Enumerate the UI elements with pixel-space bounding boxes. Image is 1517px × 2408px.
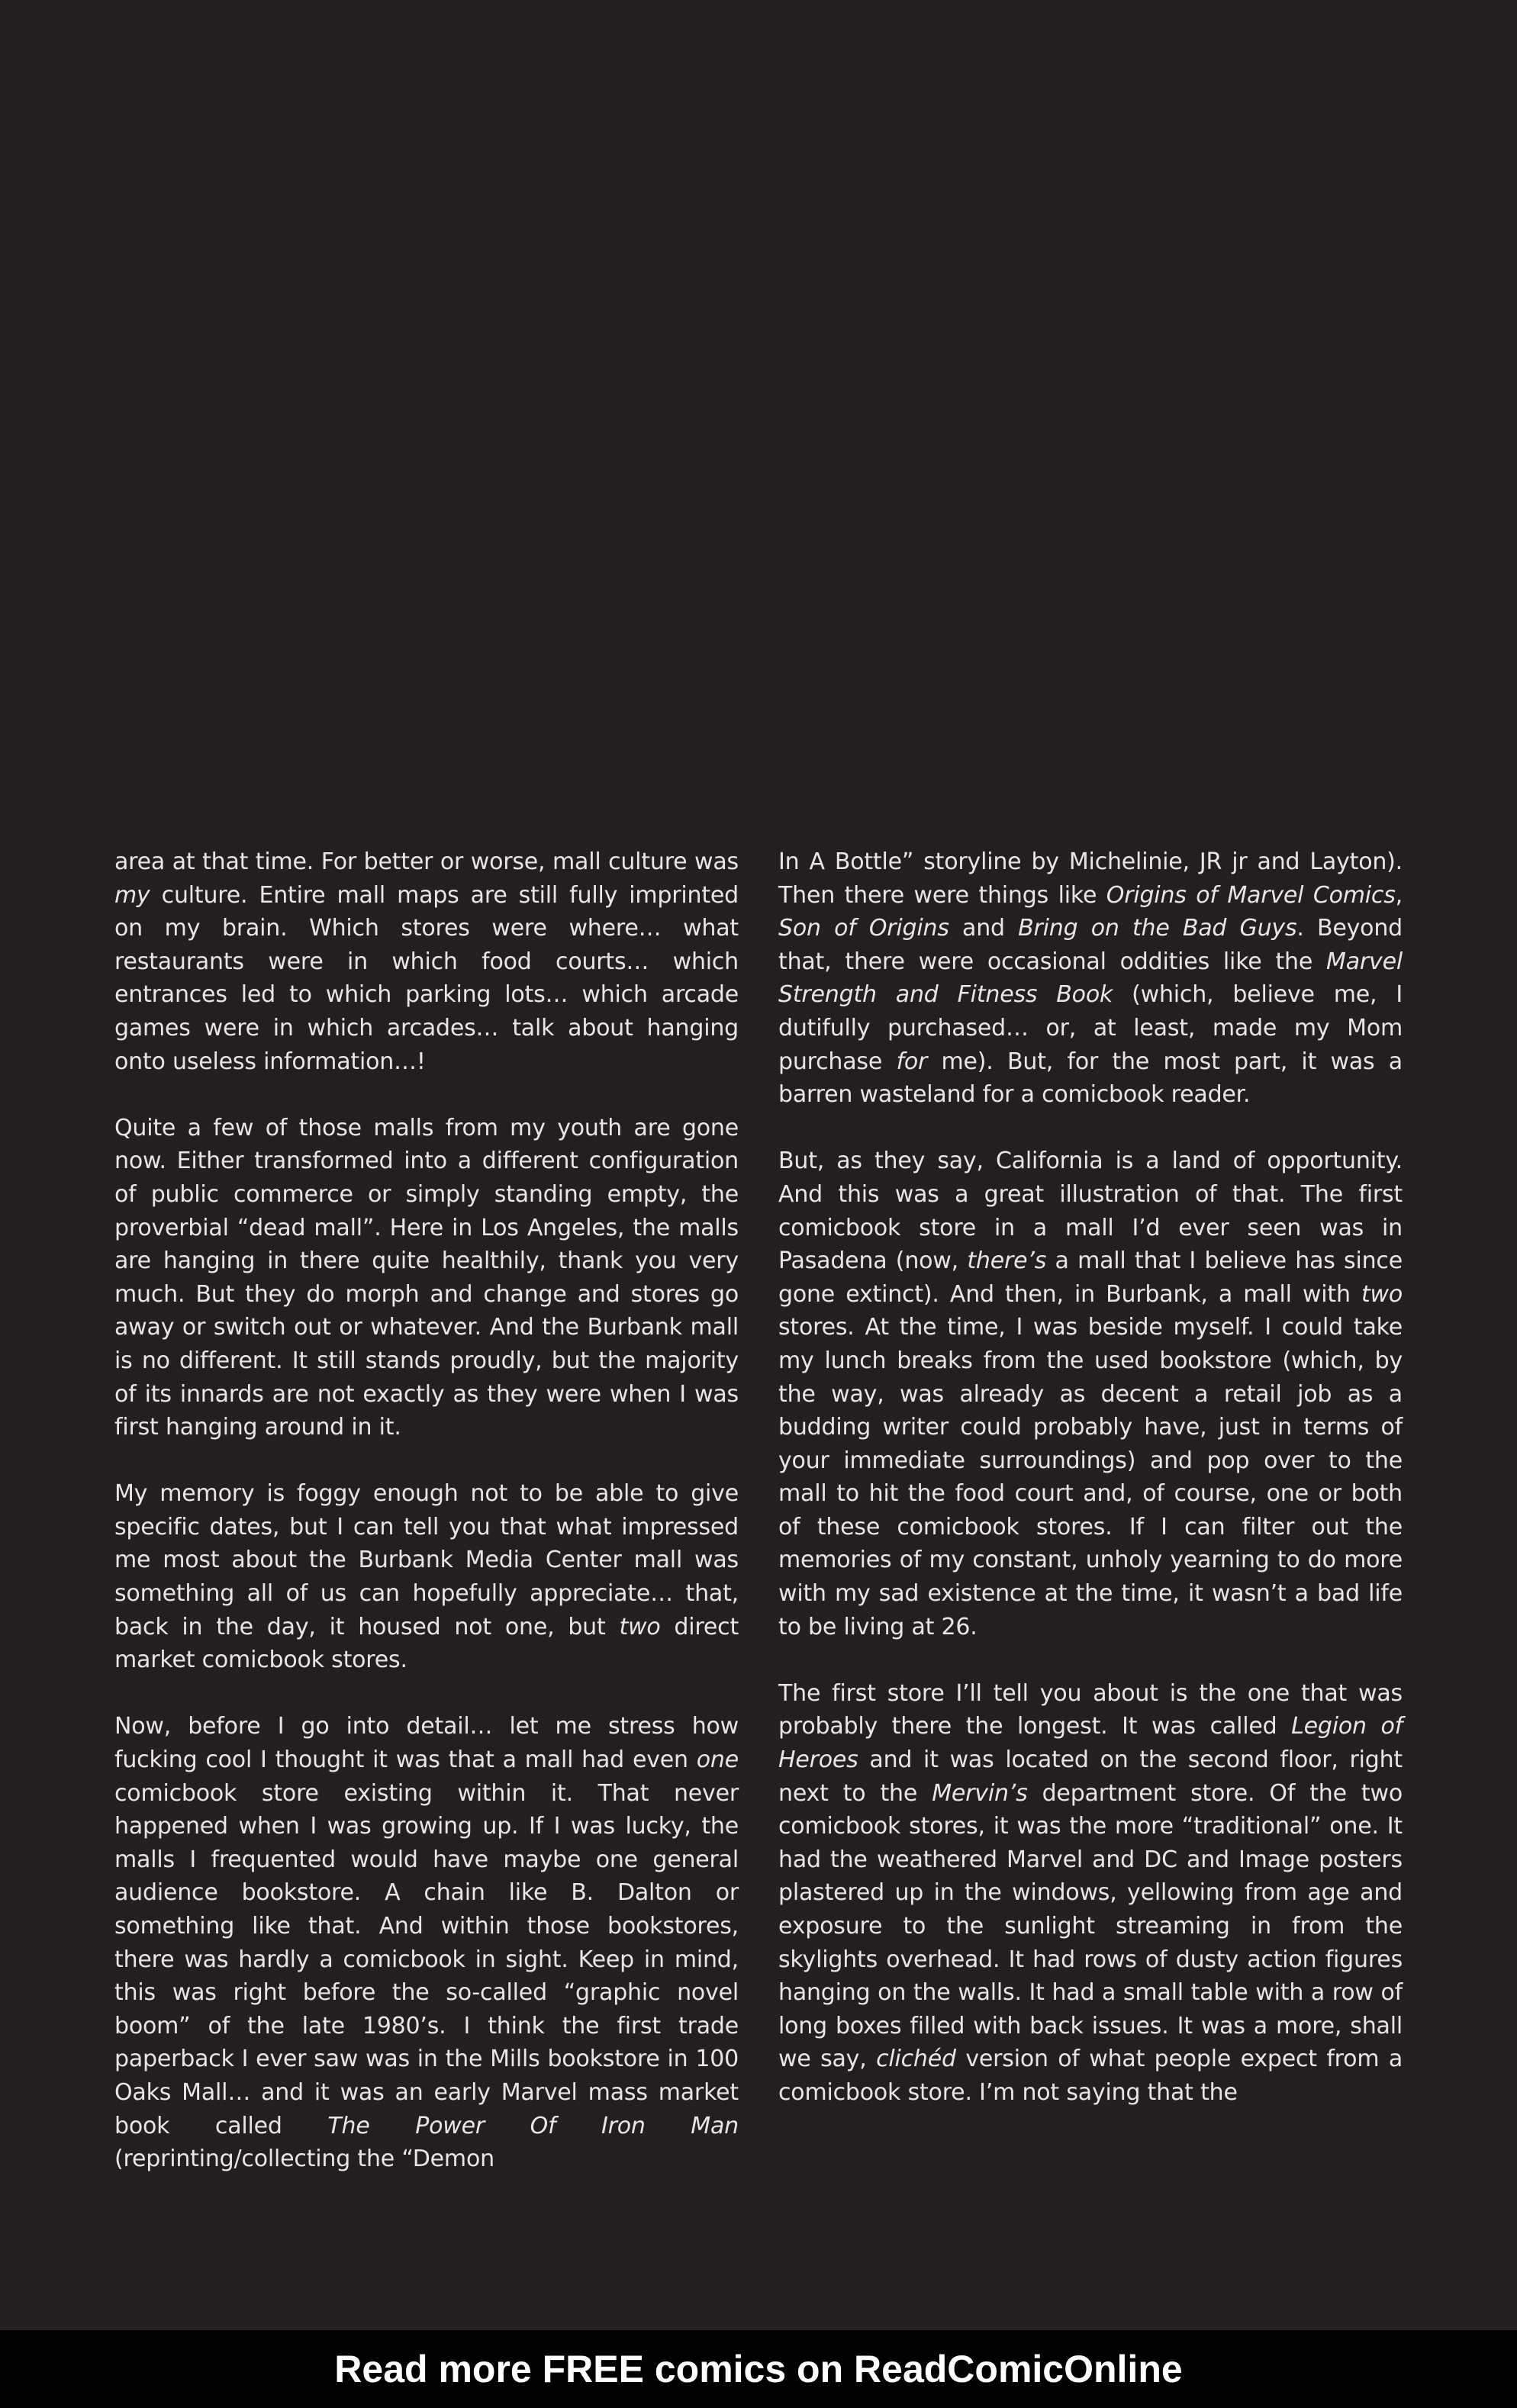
text-span: area at that time. For better or worse, mall culture was bbox=[114, 848, 739, 875]
footer-banner[interactable] bbox=[0, 2330, 1517, 2408]
emphasis: two bbox=[1361, 1280, 1403, 1308]
footer-banner-text[interactable]: Read more FREE comics on ReadComicOnline bbox=[334, 2348, 1183, 2390]
emphasis: there’s bbox=[967, 1247, 1047, 1275]
article-column-left bbox=[114, 845, 739, 2176]
text-span: My memory is foggy enough not to be able to give specific dates, but I can tell you that what impressed me most about the Burbank Media Center mall was something all of us can hopefully appreciate… that, back in the day, it housed not one, but bbox=[114, 1480, 739, 1640]
paragraph bbox=[114, 845, 739, 1078]
text-span: In A Bottle” storyline by Michelinie, JR jr and Layton). Then there were things like bbox=[778, 848, 1403, 909]
emphasis: for bbox=[896, 1048, 928, 1075]
emphasis: two bbox=[619, 1613, 661, 1640]
text-span: and it was located on the second floor, right next to the bbox=[778, 1746, 1403, 1807]
book-title: Bring on the Bad Guys bbox=[1018, 915, 1297, 942]
paragraph bbox=[114, 1477, 739, 1677]
emphasis: my bbox=[114, 881, 150, 909]
text-span: The first store I’ll tell you about is the one that was probably there the longest. It was called bbox=[778, 1679, 1403, 1740]
text-span: (reprinting/collecting the “Demon bbox=[114, 2146, 494, 2173]
text-span: But, as they say, California is a land of opportunity. And this was a great illustration of that. The first comicbook store in a mall I’d ever seen was in Pasadena (now, bbox=[778, 1148, 1403, 1275]
book-title: Son of Origins bbox=[778, 915, 949, 942]
text-span: department store. Of the two comicbook stores, it was the more “traditional” one. It had the weathered Marvel and DC and Image posters plastered up in the windows, yellowing from age and exposure to the sunlight streaming in from the skylights overhead. It had rows of dusty action figures hanging on the walls. It had a small table with a row of long boxes filled with back issues. It was a more, shall we say, bbox=[778, 1779, 1403, 2073]
text-span: stores. At the time, I was beside myself. I could take my lunch breaks from the used bookstore (which, by the way, was already as decent a retail job as a budding writer could probably have, just in terms of your immediate surroundings) and pop over to the mall to hit the food court and, of course, one or both of these comicbook stores. If I can filter out the memories of my constant, unholy yearning to do more with my sad existence at the time, it wasn’t a bad life to be living at 26. bbox=[778, 1314, 1403, 1640]
text-span: direct market comicbook stores. bbox=[114, 1613, 739, 1674]
paragraph bbox=[114, 1710, 739, 2175]
paragraph bbox=[778, 1677, 1403, 2110]
text-span: and bbox=[949, 915, 1019, 942]
text-span: a mall that I believe has since gone extinct). And then, in Burbank, a mall with bbox=[778, 1247, 1403, 1308]
book-title: Marvel Strength and Fitness Book bbox=[778, 948, 1403, 1009]
book-title: Origins of Marvel Comics bbox=[1106, 881, 1396, 909]
book-title: The Power Of Iron Man bbox=[327, 2112, 739, 2139]
article-column-right bbox=[778, 845, 1403, 2110]
emphasis: one bbox=[696, 1746, 739, 1774]
text-span: comicbook store existing within it. That never happened when I was growing up. If I was lucky, the malls I frequented would have maybe one general audience bookstore. A chain like B. Dalton or something like that. And within those bookstores, there was hardly a comicbook in sight. Keep in mind, this was right before the so-called “graphic novel boom” of the late 1980’s. I think the first trade paperback I ever saw was in the Mills bookstore in 100 Oaks Mall… and it was an early Marvel mass market book called bbox=[114, 1779, 739, 2139]
emphasis: clichéd bbox=[876, 2046, 956, 2073]
text-span: . Beyond that, there were occasional oddities like the bbox=[778, 915, 1403, 975]
paragraph bbox=[778, 1144, 1403, 1643]
text-span: culture. Entire mall maps are still fully imprinted on my brain. Which stores were where… what restaurants were in which food courts… which entrances led to which parking lots… which arcade games were in which arcades… talk about hanging onto useless information…! bbox=[114, 881, 739, 1075]
store-name: Mervin’s bbox=[932, 1779, 1028, 1807]
text-span: me). But, for the most part, it was a barren wasteland for a comicbook reader. bbox=[778, 1048, 1403, 1109]
store-name: Legion of Heroes bbox=[778, 1713, 1403, 1774]
text-span: , bbox=[1395, 881, 1403, 909]
text-span: Now, before I go into detail… let me stress how fucking cool I thought it was that a mall had even bbox=[114, 1713, 739, 1774]
text-span: version of what people expect from a comicbook store. I’m not saying that the bbox=[778, 2046, 1403, 2106]
paragraph bbox=[778, 845, 1403, 1112]
text-span: (which, believe me, I dutifully purchased… or, at least, made my Mom purchase bbox=[778, 981, 1403, 1075]
paragraph: Quite a few of those malls from my youth are gone now. Either transformed into a different configuration of public commerce or simply standing empty, the proverbial “dead mall”. Here in Los Angeles, the malls are hanging in there quite healthily, thank you very much. But they do morph and change and stores go away or switch out or whatever. And the Burbank mall is no different. It still stands proudly, but the majority of its innards are not exactly as they were when I was first hanging around in it. bbox=[114, 1114, 739, 1441]
